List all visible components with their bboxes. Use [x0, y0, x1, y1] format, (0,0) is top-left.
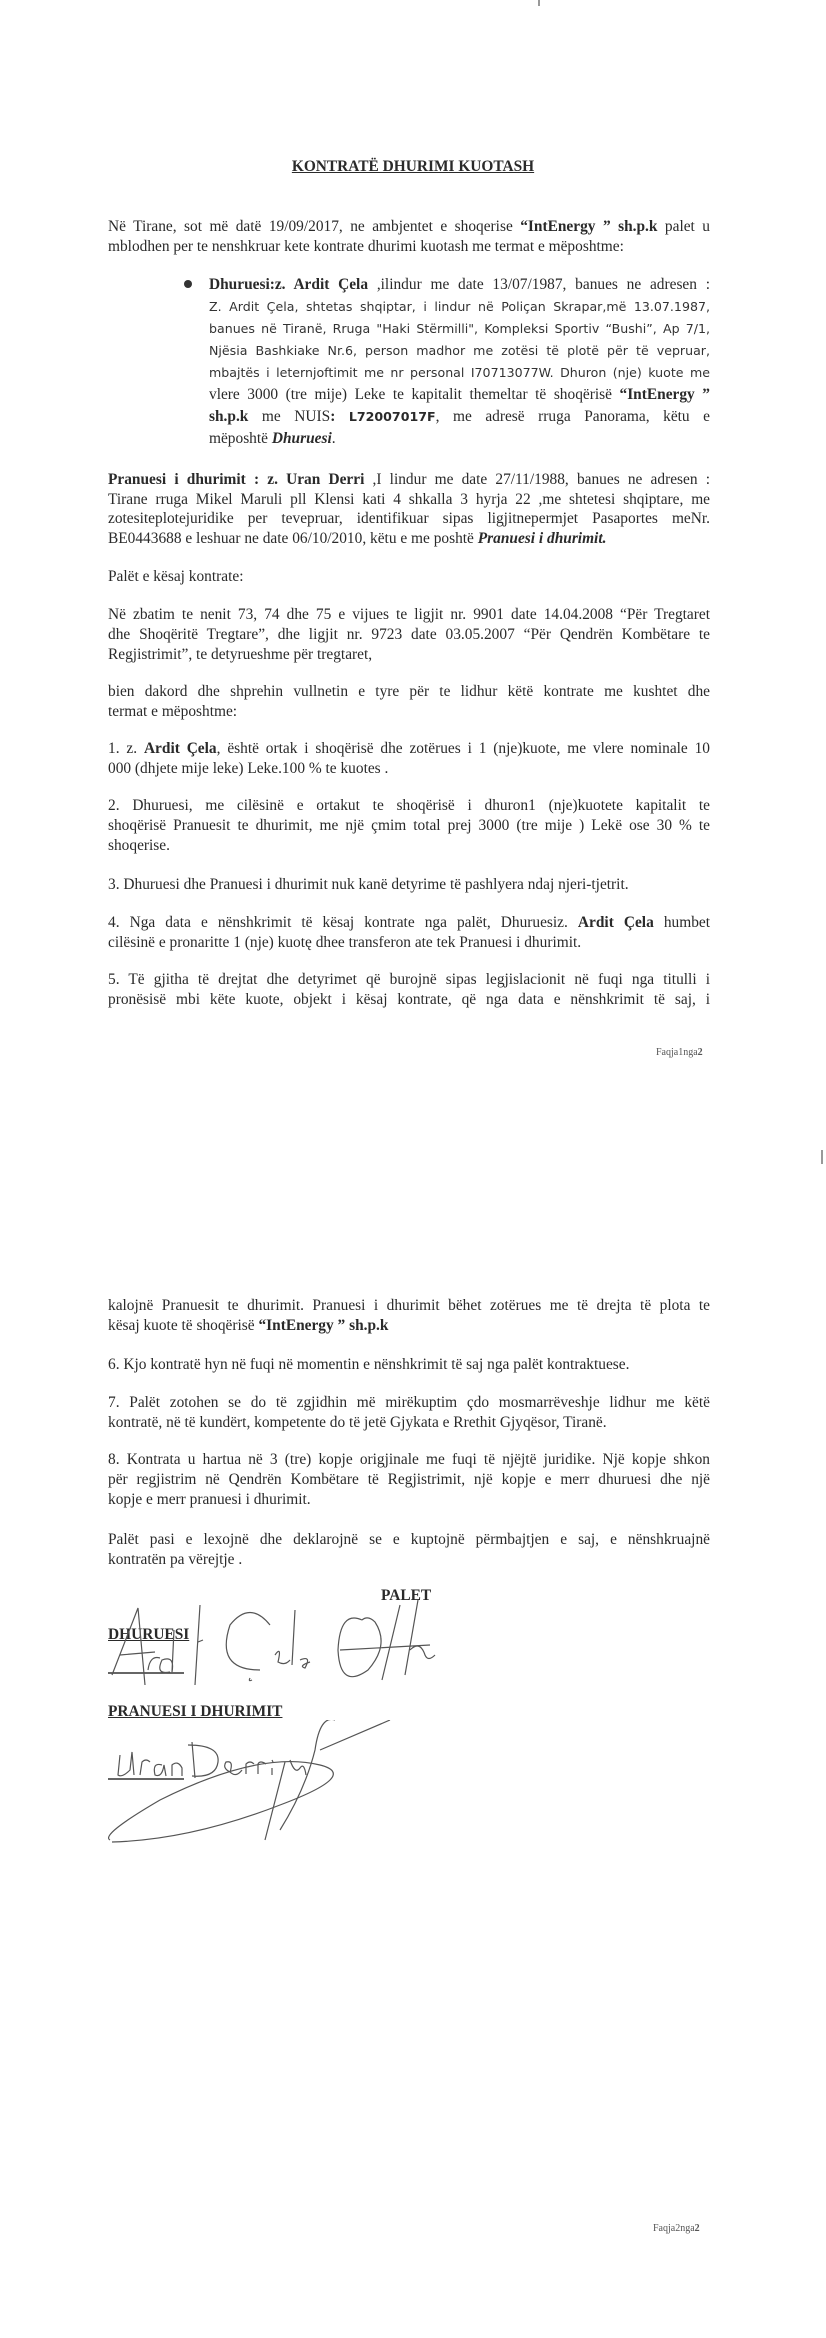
- scan-mark: [821, 1150, 823, 1164]
- text-segment: kontratë, në të kundërt, kompetente do të jetë Gjykata e Rrethit Gjyqësor, Tiranë.: [108, 1414, 607, 1431]
- text-segment: mbajtës i leternjoftimit me nr personal I70713077W. Dhuron (nje) kuote me: [209, 365, 710, 380]
- page-footer-text: Faqja2nga: [653, 2223, 695, 2234]
- recipient-label: PRANUESI I DHURIMIT: [108, 1703, 283, 1720]
- text-line: [108, 970, 710, 990]
- text-segment: , me adresë rruga Panorama, këtu e: [435, 408, 710, 425]
- text-line: [108, 933, 710, 953]
- donor-signature: [100, 1600, 460, 1700]
- text-segment: cilësinë e pronaritte 1 (nje) kuotę dhee transferon ate tek Pranuesi i dhurimit.: [108, 934, 582, 951]
- text-line: [108, 796, 710, 816]
- text-segment: termat e mëposhtme:: [108, 703, 238, 720]
- text-segment: , është ortak i shoqërisë dhe zotërues i 1 (nje)kuote, me vlere nominale 10: [216, 740, 711, 757]
- text-segment: për regjistrim në Qendrën Kombëtare të Regjistrimit, një kopje e merr dhuruesi dhe një: [108, 1471, 710, 1488]
- text-segment: “IntEnergy ” sh.p.k: [520, 218, 658, 235]
- recipient-signature: [100, 1720, 400, 1845]
- text-segment: vlere 3000 (tre mije) Leke te kapitalit themeltar të shoqërisë: [209, 386, 620, 403]
- donor-label: DHURUESI: [108, 1626, 190, 1643]
- text-line: [108, 1530, 710, 1550]
- text-line: [108, 1550, 710, 1570]
- text-segment: ,I lindur me date 27/11/1988, banues ne adresen :: [364, 471, 711, 488]
- text-line: [108, 836, 710, 856]
- text-segment: pronësisë mbi këte kuote, objekt i kësaj kontrate, që nga data e nënshkrimit të saj, i: [108, 991, 710, 1008]
- text-segment: Ardit Çela: [577, 914, 654, 931]
- clause-8: [108, 1450, 710, 1510]
- text-line: [108, 682, 710, 702]
- page-footer-total: 2: [694, 2223, 700, 2234]
- text-segment: Palët pasi e lexojnë dhe deklarojnë se e kuptojnë përmbajtjen e saj, e nënshkruajnë: [108, 1531, 710, 1548]
- text-line: [108, 567, 710, 587]
- text-segment: dhe Shoqëritë Tregtare”, dhe ligjit nr. 9723 date 03.05.2007 “Për Qendrën Kombëtare te: [108, 626, 710, 643]
- text-segment: palet u: [657, 218, 710, 235]
- text-segment: L72007017F: [348, 409, 436, 424]
- donor-paragraph: [209, 274, 710, 450]
- text-segment: mëposhtë: [209, 430, 272, 447]
- clause-7: [108, 1393, 710, 1433]
- clause-6: [108, 1355, 710, 1375]
- intro-paragraph: [108, 217, 710, 257]
- text-segment: banues në Tiranë, Rruga "Haki Stërmilli", Kompleksi Sportiv “Bushi”, Ap 7/1,: [209, 321, 710, 336]
- clause-2: [108, 796, 710, 856]
- text-segment: Ardit Çela: [143, 740, 217, 757]
- text-line: [108, 490, 710, 510]
- text-segment: 2. Dhuruesi, me cilësinë e ortakut te shoqërisë i dhuron1 (nje)kuotete kapitalit te: [108, 797, 710, 814]
- closing-paragraph: [108, 1530, 710, 1570]
- text-line: [108, 1470, 710, 1490]
- text-line: [108, 816, 710, 836]
- text-line: [108, 509, 710, 529]
- text-segment: “IntEnergy ” sh.p.k: [258, 1317, 389, 1334]
- text-line: [108, 625, 710, 645]
- text-line: [108, 217, 710, 237]
- page-footer-text: Faqja1nga: [656, 1047, 698, 1058]
- text-line: [108, 529, 710, 549]
- text-segment: :: [330, 408, 349, 425]
- text-segment: Në zbatim te nenit 73, 74 dhe 75 e vijues te ligjit nr. 9901 date 14.04.2008 “Për Tregtaret: [108, 606, 710, 623]
- text-line: [108, 990, 710, 1010]
- text-segment: humbet: [653, 914, 710, 931]
- text-line: [108, 1296, 710, 1316]
- text-segment: “IntEnergy ”: [619, 386, 710, 403]
- parties-heading: [108, 567, 710, 587]
- text-segment: 5. Të gjitha të drejtat dhe detyrimet që burojnë sipas legjislacionit në fuqi nga titulli i: [108, 971, 710, 988]
- text-line: [209, 274, 710, 296]
- text-segment: Palët e kësaj kontrate:: [108, 568, 244, 585]
- text-segment: Pranuesi i dhurimit.: [477, 529, 607, 547]
- clause-5-part-1: [108, 970, 710, 1010]
- text-line: [108, 605, 710, 625]
- text-segment: kësaj kuote të shoqërisë: [108, 1317, 259, 1334]
- text-line: [209, 318, 710, 340]
- text-line: [108, 913, 710, 933]
- page-1-footer: [656, 1047, 703, 1058]
- text-segment: Regjistrimit”, te detyrueshme për tregtaret,: [108, 646, 373, 663]
- text-segment: 7. Palët zotohen se do të zgjidhin më mirëkuptim çdo mosmarrëveshje lidhur me këtë: [108, 1394, 710, 1411]
- text-line: [108, 237, 710, 257]
- clause-4: [108, 913, 710, 953]
- recipient-paragraph: [108, 470, 710, 548]
- page-footer-total: 2: [697, 1047, 703, 1058]
- text-segment: 000 (dhjete mije leke) Leke.100 % te kuotes .: [108, 760, 389, 777]
- text-line: [209, 384, 710, 406]
- text-line: [209, 362, 710, 384]
- legal-basis-paragraph: [108, 605, 710, 665]
- text-segment: Pranuesi i dhurimit : z. Uran Derri: [108, 471, 365, 488]
- text-segment: ,ilindur me date 13/07/1987, banues ne adresen :: [368, 276, 711, 293]
- text-segment: BE0443688 e leshuar ne date 06/10/2010, këtu e me poshtë: [108, 529, 478, 547]
- text-segment: 8. Kontrata u hartua në 3 (tre) kopje origjinale me fuqi të njëjtë juridike. Një kopje shkon: [108, 1451, 710, 1468]
- text-segment: kontratën pa vërejtje .: [108, 1551, 243, 1568]
- text-segment: Tirane rruga Mikel Maruli pll Klensi kati 4 shkalla 3 hyrja 22 ,me shtetesi shqiptare, me: [108, 490, 710, 508]
- text-line: [209, 406, 710, 428]
- text-line: [209, 428, 710, 450]
- text-segment: shoqërisë Pranuesit te dhurimit, me një çmim total prej 3000 (tre mije ) Lekë ose 30 % te: [108, 817, 710, 834]
- agreement-paragraph: [108, 682, 710, 722]
- bullet-icon: [184, 280, 192, 288]
- signatures-heading: PALET: [381, 1587, 432, 1604]
- text-segment: 1. z.: [108, 740, 144, 757]
- text-line: [209, 296, 710, 318]
- clause-3: [108, 875, 710, 895]
- text-line: [108, 470, 710, 490]
- text-segment: Njësia Bashkiake Nr.6, person madhor me zotësi të plotë për të vepruar,: [209, 343, 710, 358]
- text-segment: kopje e merr pranuesi i dhurimit.: [108, 1491, 311, 1508]
- text-segment: bien dakord dhe shprehin vullnetin e tyre për te lidhur këtë kontrate me kushtet dhe: [108, 683, 710, 700]
- text-line: [108, 1355, 710, 1375]
- clause-5-part-2: [108, 1296, 710, 1336]
- text-segment: 4. Nga data e nënshkrimit të kësaj kontrate nga palët, Dhuruesiz.: [108, 914, 578, 931]
- text-segment: kalojnë Pranuesit te dhurimit. Pranuesi i dhurimit bëhet zotërues me të drejta të plota te: [108, 1297, 710, 1314]
- clause-1: [108, 739, 710, 779]
- page-2-footer: [653, 2223, 700, 2234]
- text-segment: Z. Ardit Çela, shtetas shqiptar, i lindur në Poliçan Skrapar,më 13.07.1987,: [209, 299, 710, 314]
- text-line: [108, 759, 710, 779]
- text-line: [108, 1450, 710, 1470]
- text-segment: 3. Dhuruesi dhe Pranuesi i dhurimit nuk kanë detyrime të pashlyera ndaj njeri-tjetrit.: [108, 876, 629, 893]
- text-line: [108, 739, 710, 759]
- text-segment: zotesiteplotejuridike per tevepruar, identifikuar sipas ligjitnepermjet Pasaportes meNr.: [108, 510, 710, 527]
- text-segment: Dhuruesi: [271, 430, 332, 447]
- scan-mark: [538, 0, 540, 6]
- text-line: [108, 1316, 710, 1336]
- text-line: [108, 702, 710, 722]
- text-segment: 6. Kjo kontratë hyn në fuqi në momentin e nënshkrimit të saj nga palët kontraktuese.: [108, 1356, 630, 1373]
- text-segment: .: [331, 430, 336, 447]
- text-segment: me NUIS: [248, 408, 331, 425]
- text-segment: shoqerise.: [108, 837, 170, 854]
- text-line: [108, 1490, 710, 1510]
- document-title: KONTRATË DHURIMI KUOTASH: [291, 158, 535, 175]
- text-segment: Dhuruesi:z. Ardit Çela: [209, 276, 369, 293]
- text-segment: sh.p.k: [209, 408, 249, 425]
- text-segment: Në Tirane, sot më datë 19/09/2017, ne ambjentet e shoqerise: [108, 218, 521, 235]
- text-line: [108, 875, 710, 895]
- text-line: [108, 645, 710, 665]
- text-line: [209, 340, 710, 362]
- text-line: [108, 1393, 710, 1413]
- text-segment: mblodhen per te nenshkruar kete kontrate dhurimi kuotash me termat e mëposhtme:: [108, 238, 624, 255]
- text-line: [108, 1413, 710, 1433]
